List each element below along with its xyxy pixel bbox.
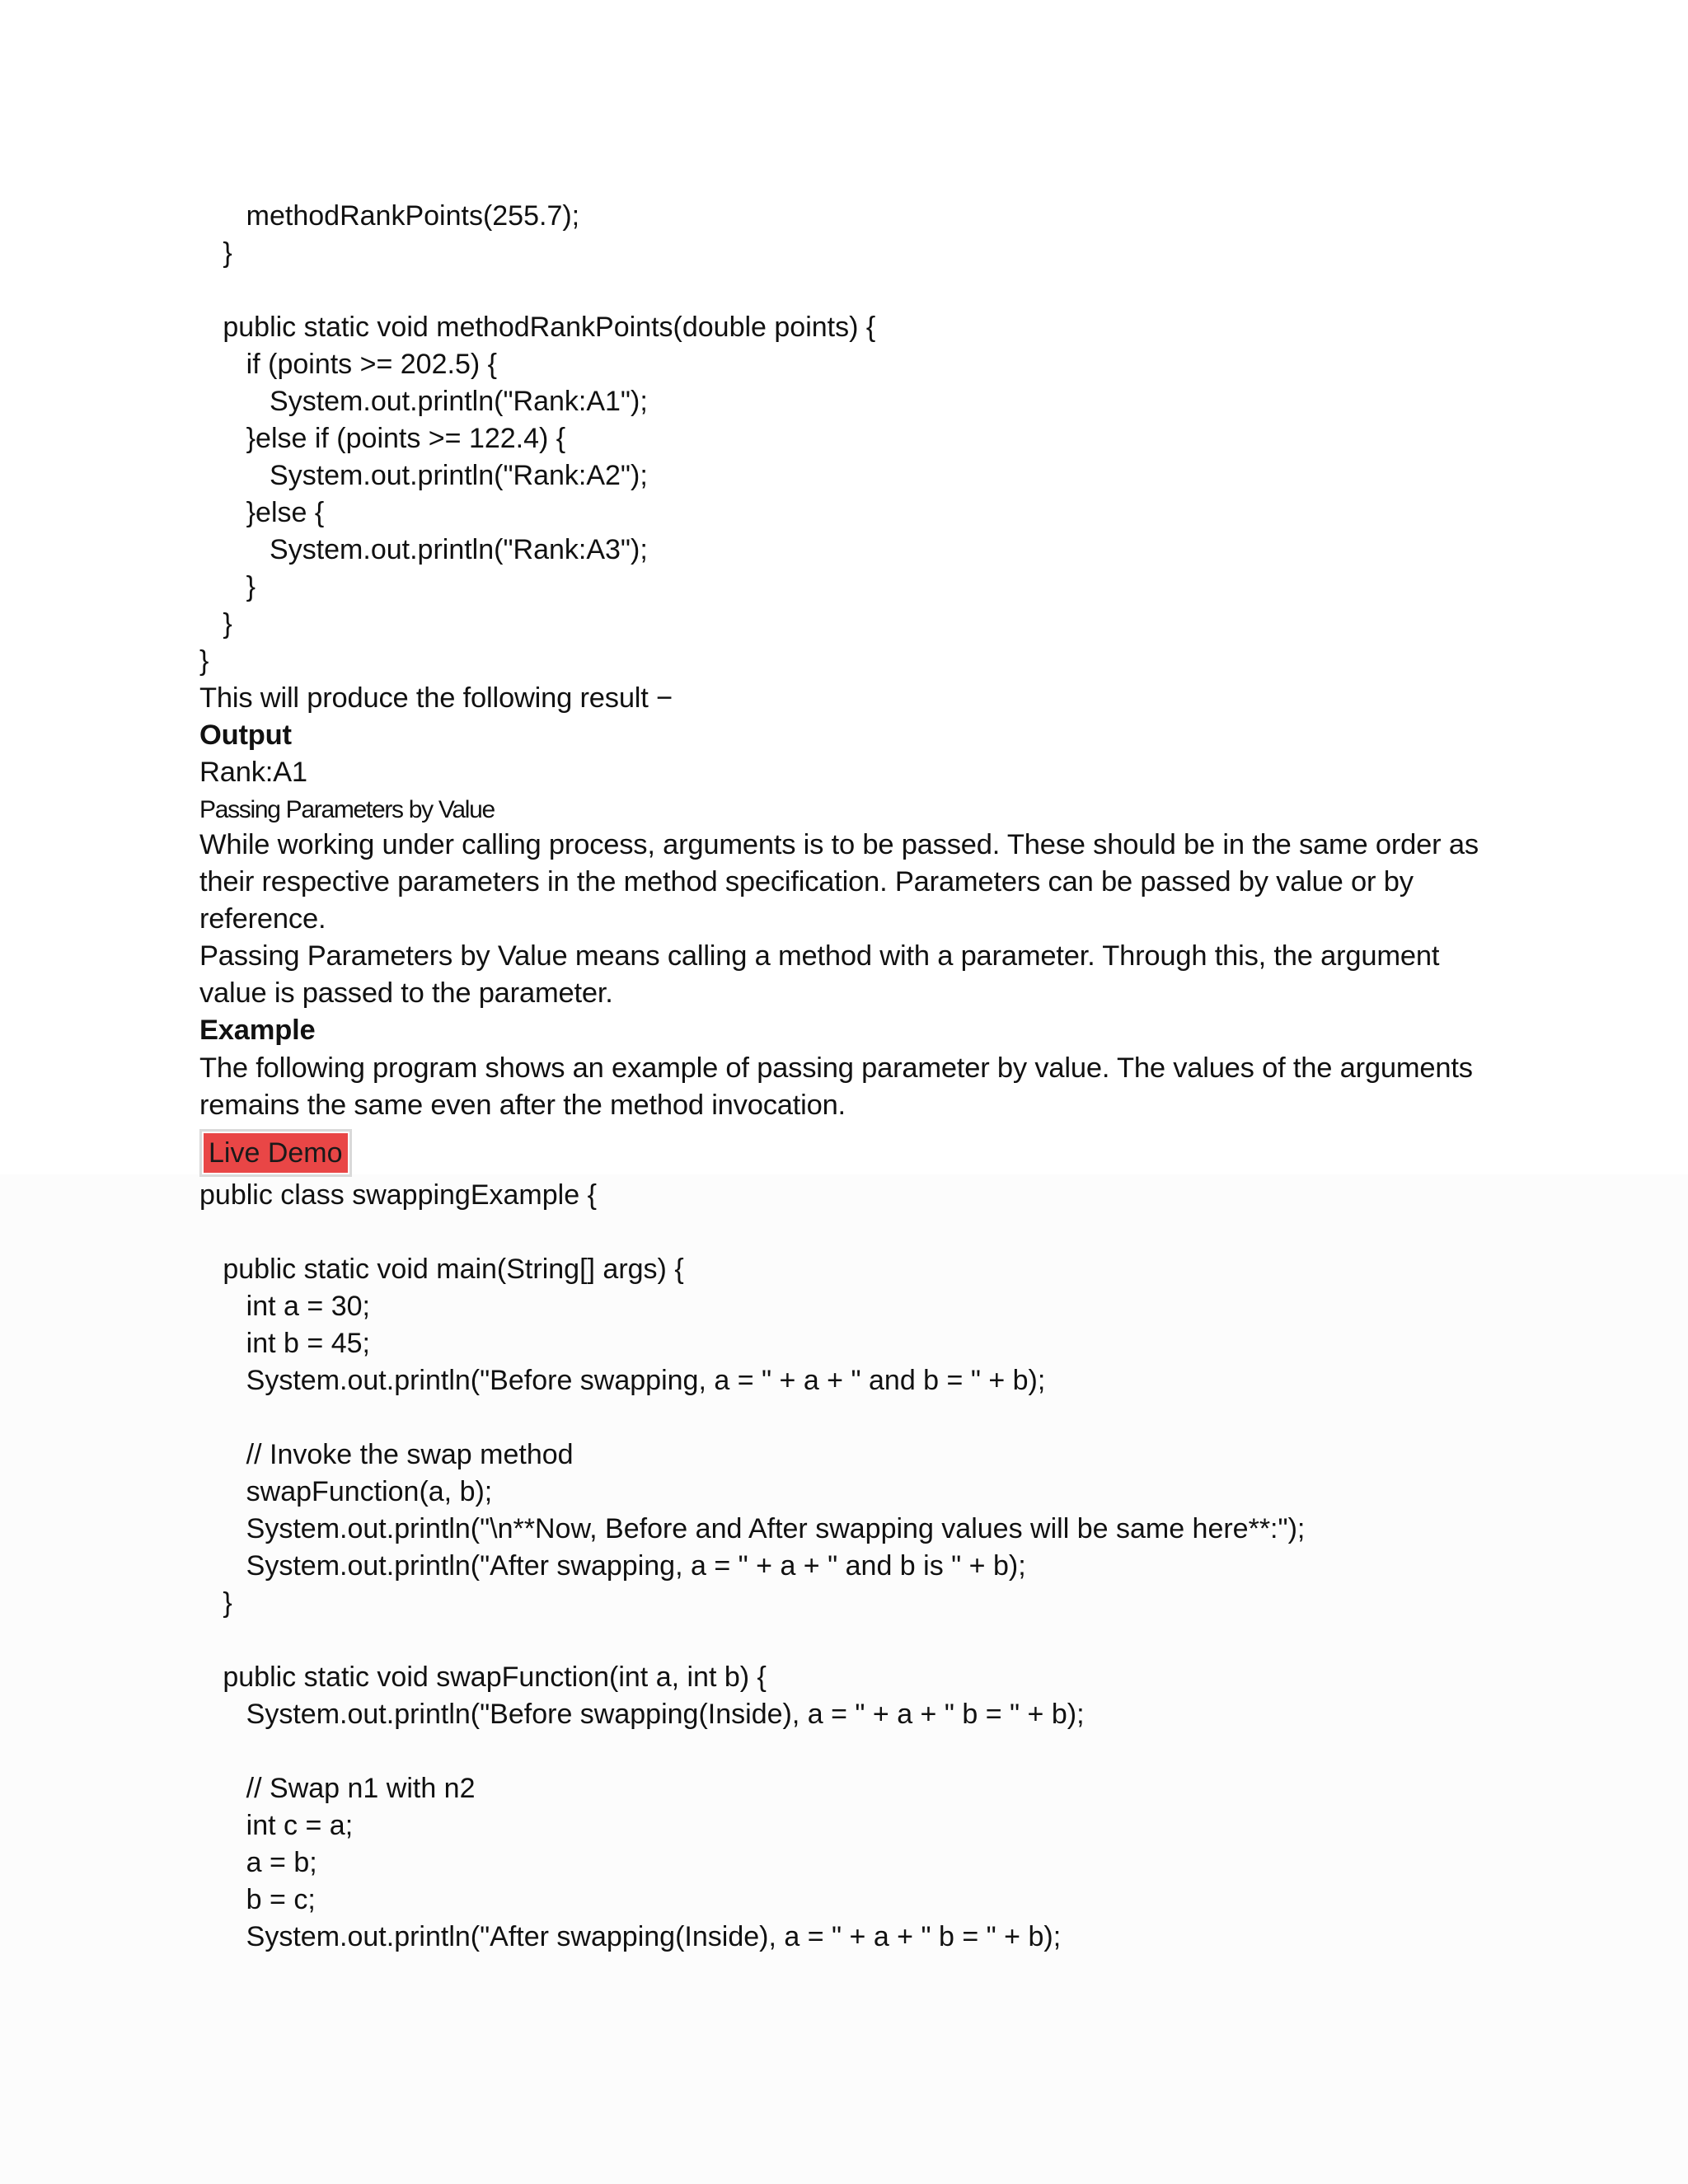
paragraph-line: reference. [199, 903, 326, 935]
code-line: swapFunction(a, b); [199, 1476, 493, 1507]
code-line: System.out.println("Before swapping, a = " + a + " and b = " + b); [199, 1365, 1046, 1396]
code-line: System.out.println("After swapping, a = " + a + " and b is " + b); [199, 1550, 1026, 1582]
code-line: public class swappingExample { [199, 1179, 597, 1211]
code-line: System.out.println("\n**Now, Before and After swapping values will be same here**:"); [199, 1513, 1306, 1544]
paragraph-line: Passing Parameters by Value means calling a method with a parameter. Through this, the argument [199, 940, 1440, 972]
code-line: } [199, 237, 232, 269]
paragraph-line: The following program shows an example of passing parameter by value. The values of the arguments [199, 1052, 1473, 1084]
code-line: System.out.println("After swapping(Inside), a = " + a + " b = " + b); [199, 1921, 1062, 1952]
code-line: System.out.println("Rank:A2"); [199, 460, 648, 491]
code-line: // Invoke the swap method [199, 1439, 574, 1470]
output-value: Rank:A1 [199, 757, 307, 788]
paragraph-line: value is passed to the parameter. [199, 977, 613, 1009]
code-line: } [199, 1587, 232, 1619]
code-line: methodRankPoints(255.7); [199, 200, 580, 232]
example-heading: Example [199, 1015, 316, 1046]
code-line: a = b; [199, 1847, 317, 1878]
paragraph-line: While working under calling process, arguments is to be passed. These should be in the same order as [199, 829, 1479, 860]
code-line: System.out.println("Rank:A3"); [199, 534, 648, 565]
section-heading: Passing Parameters by Value [199, 796, 495, 823]
output-heading: Output [199, 719, 292, 751]
live-demo-button[interactable] [199, 1129, 352, 1177]
code-line: int c = a; [199, 1810, 354, 1841]
code-line: if (points >= 202.5) { [199, 349, 497, 380]
code-line: } [199, 608, 232, 640]
code-line: int b = 45; [199, 1328, 370, 1359]
code-line: System.out.println("Before swapping(Inside), a = " + a + " b = " + b); [199, 1699, 1085, 1730]
code-line: public static void main(String[] args) { [199, 1254, 684, 1285]
code-line: // Swap n1 with n2 [199, 1773, 476, 1804]
code-line: }else { [199, 497, 325, 528]
paragraph-line: remains the same even after the method invocation. [199, 1090, 846, 1121]
code-line: }else if (points >= 122.4) { [199, 423, 566, 454]
code-line: } [199, 645, 209, 677]
result-intro: This will produce the following result − [199, 682, 673, 714]
code-line: public static void methodRankPoints(double points) { [199, 312, 876, 343]
code-line: } [199, 571, 256, 602]
code-line: System.out.println("Rank:A1"); [199, 386, 648, 417]
code-line: int a = 30; [199, 1291, 370, 1322]
code-line: public static void swapFunction(int a, int b) { [199, 1661, 767, 1693]
paragraph-line: their respective parameters in the method specification. Parameters can be passed by value or by [199, 866, 1414, 898]
live-demo-label: Live Demo [204, 1133, 348, 1173]
code-line: b = c; [199, 1884, 316, 1915]
